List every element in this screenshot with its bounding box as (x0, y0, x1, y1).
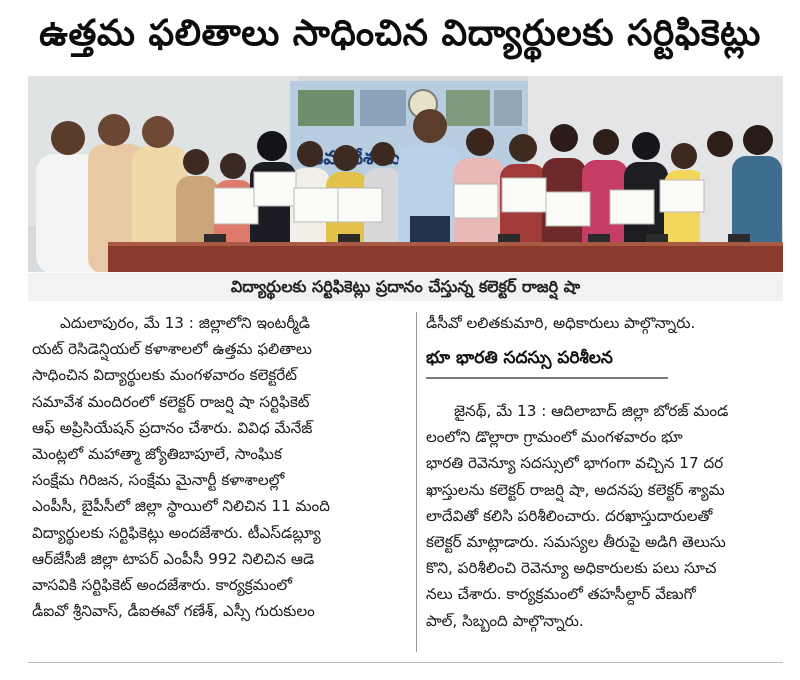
article-line: జైనథ్, మే 13 : ఆదిలాబాద్ జిల్లా బోరజ్ మండ (454, 402, 729, 420)
article-line: ఖాస్తులను కలెక్టర్ రాజర్షి షా, అదనపు కలెక్టర్ శ్యామ (426, 480, 725, 499)
news-photo (28, 76, 783, 272)
article-line: ఆర్‌జేసీజీ జిల్లా టాపర్ ఎంపీసీ 992 నిలిచిన ఆడె (32, 549, 315, 568)
article-line: ఎదులాపురం, మే 13 : జిల్లాలోని ఇంటర్మీడి (60, 314, 310, 332)
article2-title: భూ భారతి సదస్సు పరిశీలన (426, 343, 668, 379)
article-line: డీసీవో లలితకుమారి, అధికారులు పాల్గొన్నారు. (426, 314, 696, 332)
article-line: భారతి రెవెన్యూ సదస్సులో భాగంగా వచ్చిన 17 దర (426, 454, 724, 473)
article-line: లంలోని డొల్లారా గ్రామంలో మంగళవారం భూ (426, 428, 683, 447)
article-line: మెంట్లలో మహాత్మా జ్యోతిబాపూలే, సాంఘిక (32, 445, 282, 464)
article-line: విద్యార్థులకు సర్టిఫికెట్లు అందజేశారు. టీఎస్‌డబ్ల్యూ (32, 523, 321, 542)
article-line: సమావేశ మందిరంలో కలెక్టర్ రాజర్షి షా సర్టిఫికెట్ (32, 392, 310, 411)
article-line: కొని, పరిశీలించి రెవెన్యూ అధికారులకు పలు సూచ (426, 559, 717, 578)
conference-table (108, 242, 783, 272)
article-line: కలెక్టర్ మాట్లాడారు. సమస్యల తీరుపై అడిగి తెలుసు (426, 533, 726, 552)
article-line: పాల్, సిబ్బంది పాల్గొన్నారు. (426, 611, 584, 630)
article-line: ఎంపీసీ, బైపీసీలో జిల్లా స్థాయిలో నిలిచిన 11 మంది (32, 497, 330, 516)
article-body-left (32, 310, 408, 624)
article-line: సాధించిన విద్యార్థులకు మంగళవారం కలెక్టరేట్ (32, 366, 298, 385)
photo-illustration (28, 76, 783, 272)
article-line: డీఐవో శ్రీనివాస్, డీఐఈవో గణేశ్, ఎస్సీ గురుకులం (32, 602, 315, 621)
article-line: యట్ రెసిడెన్షియల్ కళాశాలలో ఉత్తమ ఫలితాలు (32, 340, 312, 359)
article-line: ఆఫ్ అప్రిసియేషన్ ప్రదానం చేశారు. వివిధ మేనేజ్ (32, 418, 313, 437)
article-line: లాదేవితో కలిసి పరిశీలించారు. దరఖాస్తుదారులతో (426, 506, 713, 525)
column-divider (416, 312, 417, 652)
article-body-right (426, 398, 776, 634)
article-continuation (426, 310, 776, 336)
article-headline: ఉత్తమ ఫలితాలు సాధించిన విద్యార్థులకు సర్టిఫికెట్లు (39, 13, 761, 54)
article-line: నలు చేశారు. కార్యక్రమంలో తహసీల్దార్ వేణుగో (426, 585, 696, 604)
photo-caption: విద్యార్థులకు సర్టిఫికెట్లు ప్రదానం చేస్తున్న కలెక్టర్ రాజర్షి షా (28, 273, 783, 301)
bottom-rule (28, 662, 783, 663)
article-line: వాసవికి సర్టిఫికెట్ అందజేశారు. కార్యక్రమంలో (32, 576, 293, 595)
article-line: సంక్షేమ గిరిజన, సంక్షేమ మైనార్టీ కళాశాలల్లో (32, 471, 285, 490)
